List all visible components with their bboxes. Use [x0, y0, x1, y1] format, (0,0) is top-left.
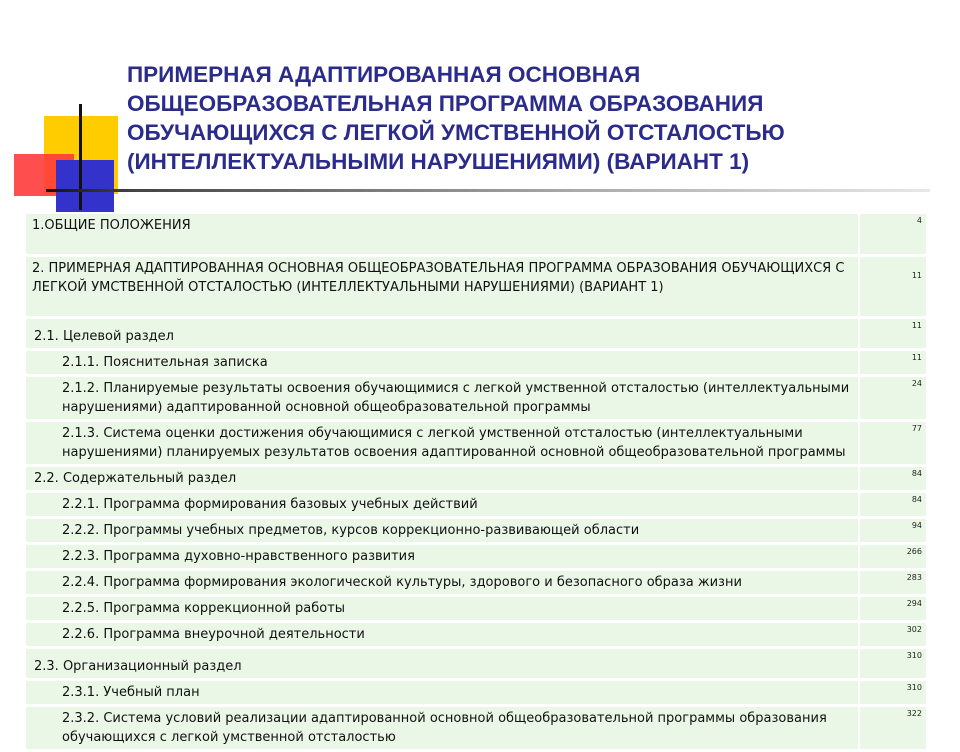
toc-row — [26, 519, 926, 542]
toc-entry-text: 2.3.2. Система условий реализации адаптированной основной общеобразовательной программы образования обучающихся с легкой умственной отсталостью — [26, 707, 858, 749]
toc-entry-page: 294 — [858, 597, 926, 620]
title-line: (ИНТЕЛЛЕКТУАЛЬНЫМИ НАРУШЕНИЯМИ) (ВАРИАНТ 1) — [127, 149, 750, 174]
toc-row — [26, 597, 926, 620]
toc-entry-text: 2.1.2. Планируемые результаты освоения обучающимися с легкой умственной отсталостью (интеллектуальными нарушениями) адаптированной основной общеобразовательной программы — [26, 377, 858, 419]
toc-entry-text: 2.2. Содержательный раздел — [26, 467, 858, 490]
decor-horizontal-rule — [46, 189, 930, 192]
toc-row — [26, 493, 926, 516]
toc-entry-page: 11 — [858, 319, 926, 348]
toc-entry-page: 94 — [858, 519, 926, 542]
toc-row — [26, 351, 926, 374]
toc-entry-page: 77 — [858, 422, 926, 464]
title-line: ОБУЧАЮЩИХСЯ С ЛЕГКОЙ УМСТВЕННОЙ ОТСТАЛОСТЬЮ — [127, 120, 785, 145]
toc-row — [26, 319, 926, 348]
toc-row — [26, 214, 926, 254]
toc-entry-text: 2.2.1. Программа формирования базовых учебных действий — [26, 493, 858, 516]
toc-row — [26, 623, 926, 646]
page-title — [127, 60, 927, 176]
title-line: ОБЩЕОБРАЗОВАТЕЛЬНАЯ ПРОГРАММА ОБРАЗОВАНИЯ — [127, 91, 764, 116]
toc-entry-text: 2.2.5. Программа коррекционной работы — [26, 597, 858, 620]
toc-entry-text: 1.ОБЩИЕ ПОЛОЖЕНИЯ — [26, 214, 858, 254]
toc-entry-text: 2. ПРИМЕРНАЯ АДАПТИРОВАННАЯ ОСНОВНАЯ ОБЩЕОБРАЗОВАТЕЛЬНАЯ ПРОГРАММА ОБРАЗОВАНИЯ ОБУЧАЮЩИХСЯ С ЛЕГКОЙ УМСТВЕННОЙ ОТСТАЛОСТЬЮ (ИНТЕЛЛЕКТУАЛЬНЫМИ НАРУШЕНИЯМИ) (ВАРИАНТ 1) — [26, 257, 858, 316]
toc-entry-text: 2.2.2. Программы учебных предметов, курсов коррекционно-развивающей области — [26, 519, 858, 542]
toc-entry-text: 2.3. Организационный раздел — [26, 649, 858, 678]
toc-entry-page: 266 — [858, 545, 926, 568]
decor-blue-square — [56, 160, 114, 212]
toc-entry-page: 310 — [858, 649, 926, 678]
toc-entry-text: 2.2.4. Программа формирования экологической культуры, здорового и безопасного образа жизни — [26, 571, 858, 594]
toc-entry-text: 2.1. Целевой раздел — [26, 319, 858, 348]
toc-entry-page: 11 — [858, 257, 926, 316]
toc-row — [26, 257, 926, 316]
toc-entry-page: 302 — [858, 623, 926, 646]
toc-row — [26, 545, 926, 568]
toc-entry-page: 4 — [858, 214, 926, 254]
toc-entry-text: 2.2.6. Программа внеурочной деятельности — [26, 623, 858, 646]
toc-entry-page: 310 — [858, 681, 926, 704]
toc-entry-page: 283 — [858, 571, 926, 594]
toc-entry-text: 2.1.1. Пояснительная записка — [26, 351, 858, 374]
decor-vertical-line — [79, 104, 82, 210]
toc-entry-page: 24 — [858, 377, 926, 419]
toc-row — [26, 467, 926, 490]
toc-entry-text: 2.3.1. Учебный план — [26, 681, 858, 704]
toc-row — [26, 422, 926, 464]
toc-row — [26, 571, 926, 594]
toc-entry-text: 2.2.3. Программа духовно-нравственного развития — [26, 545, 858, 568]
toc-entry-page: 11 — [858, 351, 926, 374]
toc-row — [26, 377, 926, 419]
toc-row — [26, 707, 926, 749]
toc-row — [26, 649, 926, 678]
title-line: ПРИМЕРНАЯ АДАПТИРОВАННАЯ ОСНОВНАЯ — [127, 62, 641, 87]
toc-entry-page: 84 — [858, 493, 926, 516]
toc-entry-page: 84 — [858, 467, 926, 490]
toc-row — [26, 681, 926, 704]
toc-entry-text: 2.1.3. Система оценки достижения обучающимися с легкой умственной отсталостью (интеллектуальными нарушениями) планируемых результатов освоения адаптированной основной общеобразовательной программы — [26, 422, 858, 464]
contents-table — [26, 211, 926, 752]
toc-entry-page: 322 — [858, 707, 926, 749]
